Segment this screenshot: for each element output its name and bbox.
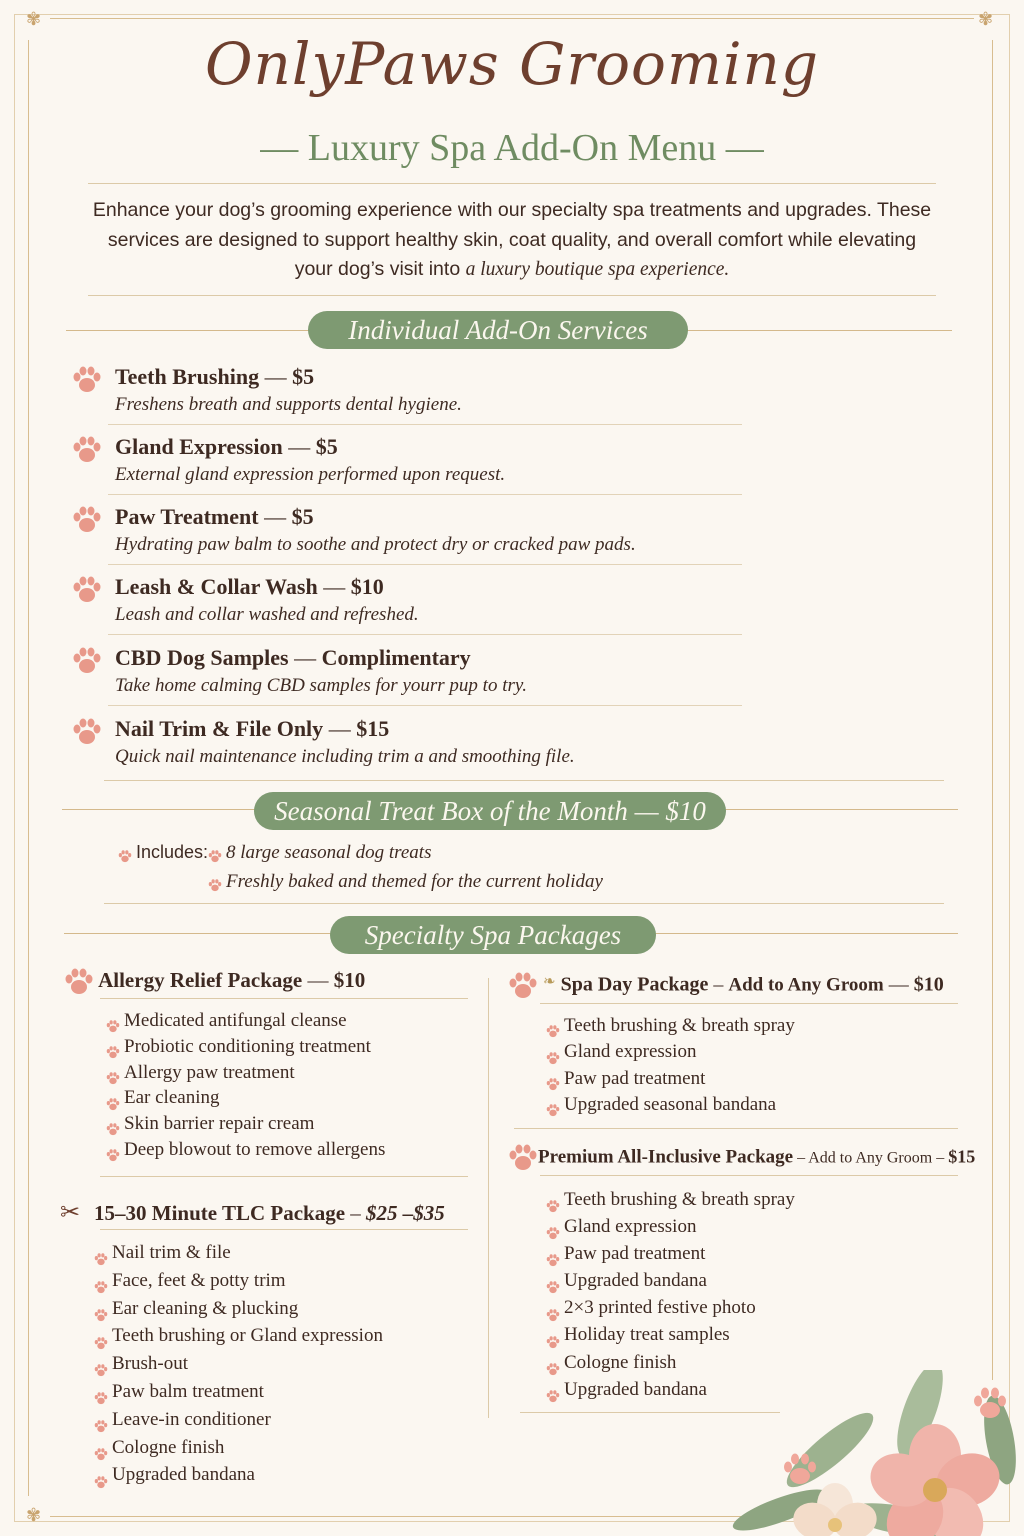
- spa-day-package-items: [546, 1013, 795, 1119]
- service-description: Quick nail maintenance including trim a and smoothing file.: [115, 746, 575, 767]
- spa-day-package-price: $10: [913, 973, 944, 996]
- page-title: OnlyPaws Grooming: [205, 30, 819, 98]
- package-item-text: Gland expression: [564, 1041, 697, 1063]
- package-item: [546, 1066, 795, 1092]
- subtitle-text: Luxury Spa Add-On Menu: [307, 127, 717, 169]
- package-item-text: Teeth brushing & breath spray: [564, 1189, 795, 1210]
- package-item-text: Brush-out: [112, 1353, 188, 1375]
- package-item: [546, 1013, 795, 1039]
- package-item-text: Medicated antifungal cleanse: [124, 1010, 347, 1031]
- paw-icon: [208, 876, 222, 889]
- paw-icon: [94, 1470, 108, 1483]
- frame-top-line: [50, 18, 974, 19]
- service-description: External gland expression performed upon request.: [115, 464, 506, 485]
- service-price: $5: [291, 504, 314, 529]
- package-item: [546, 1186, 795, 1213]
- banner-line-left: [62, 809, 258, 810]
- paw-icon: [72, 718, 102, 746]
- spa-day-package-bottom-rule: [514, 1128, 958, 1129]
- premium-package-heading: [508, 1144, 975, 1172]
- banner-line-right: [722, 809, 958, 810]
- service-rule: [108, 564, 742, 565]
- paw-icon: [106, 1118, 120, 1131]
- package-item: [546, 1294, 795, 1321]
- package-item: [546, 1213, 795, 1240]
- paw-icon: [106, 1041, 120, 1054]
- paw-icon: [64, 968, 94, 996]
- intro-paragraph: [90, 196, 934, 285]
- service-price: $5: [315, 434, 338, 459]
- floral-decoration: [700, 1370, 1024, 1536]
- packages-column-divider: [488, 978, 489, 1418]
- package-item-text: Ear cleaning: [124, 1087, 220, 1109]
- service-description: Hydrating paw balm to soothe and protect dry or cracked paw pads.: [115, 534, 636, 555]
- service-rule: [108, 424, 742, 425]
- paw-icon: [546, 1020, 560, 1033]
- header-rule: [88, 183, 936, 184]
- tlc-package-name: 15–30 Minute TLC Package: [94, 1201, 346, 1225]
- treat-box-heading: Seasonal Treat Box of the Month — $10: [254, 792, 726, 830]
- service-name: Leash & Collar Wash: [115, 574, 318, 599]
- service-name: Teeth Brushing: [115, 364, 260, 389]
- paw-icon: [508, 972, 538, 1000]
- premium-package-price: $15: [948, 1146, 976, 1167]
- allergy-package-sep: —: [302, 968, 334, 992]
- service-description: Freshens breath and supports dental hygiene.: [115, 394, 462, 415]
- package-item-text: Holiday treat samples: [564, 1324, 730, 1346]
- intro-italic-text: a luxury boutique spa experience.: [465, 259, 730, 280]
- package-item: [94, 1461, 383, 1489]
- package-item-text: Upgraded seasonal bandana: [564, 1094, 777, 1116]
- package-item-text: Leave-in conditioner: [112, 1408, 271, 1430]
- treat-box-item-text: Freshly baked and themed for the current holiday: [226, 871, 603, 892]
- allergy-package-items: [106, 1008, 385, 1163]
- package-item-text: Paw balm treatment: [112, 1380, 264, 1402]
- service-separator: —: [288, 645, 322, 670]
- package-item-text: Cologne finish: [564, 1351, 677, 1373]
- package-item: [106, 1137, 385, 1163]
- service-separator: —: [282, 434, 316, 459]
- service-rule: [108, 705, 742, 706]
- service-name: CBD Dog Samples: [115, 645, 289, 670]
- intro-text: Enhance your dog’s grooming experience with our specialty spa treatments and upgrades. These services are designed to support healthy skin, coat quality, and overall comfort while elevating your dog’s visit into: [92, 199, 932, 280]
- package-item: [94, 1322, 383, 1350]
- service-name-row: [115, 645, 471, 671]
- scissors-icon: ✂: [60, 1200, 81, 1226]
- package-item: [94, 1267, 383, 1295]
- individual-section-heading: Individual Add-On Services: [308, 311, 688, 349]
- package-item: [546, 1092, 795, 1118]
- service-separator: —: [323, 716, 357, 741]
- package-item: [94, 1239, 383, 1267]
- package-item-text: Skin barrier repair cream: [124, 1113, 315, 1135]
- corner-flourish-icon: ✾: [26, 1505, 42, 1525]
- package-item-text: Teeth brushing or Gland expression: [112, 1325, 383, 1347]
- allergy-package-price: $10: [333, 968, 366, 992]
- specialty-section-heading: Specialty Spa Packages: [330, 916, 656, 954]
- treat-box-includes-row: [118, 842, 208, 864]
- premium-package-sep: –: [793, 1149, 809, 1167]
- package-item: [94, 1295, 383, 1323]
- package-item-text: 2×3 printed festive photo: [564, 1297, 756, 1319]
- service-name-row: [115, 364, 314, 390]
- paw-icon: [546, 1330, 560, 1343]
- paw-icon: [94, 1414, 108, 1427]
- treat-box-item-text: 8 large seasonal dog treats: [226, 842, 432, 863]
- package-item-text: Upgraded bandana: [112, 1464, 255, 1486]
- package-item-text: Probiotic conditioning treatment: [124, 1035, 371, 1057]
- premium-package-sep2: –: [932, 1149, 949, 1167]
- package-item-text: Teeth brushing & breath spray: [564, 1015, 795, 1036]
- allergy-package-heading: [64, 968, 365, 996]
- services-bottom-rule: [104, 780, 944, 781]
- spa-day-package-heading: [508, 972, 944, 1000]
- paw-icon: [546, 1248, 560, 1261]
- package-item: [106, 1060, 385, 1086]
- subtitle-dash-right: —: [716, 127, 764, 169]
- banner-line-right: [684, 330, 952, 331]
- service-price: Complimentary: [321, 645, 471, 670]
- package-item-text: Deep blowout to remove allergens: [124, 1138, 386, 1160]
- paw-icon: [106, 1144, 120, 1157]
- paw-icon: [546, 1357, 560, 1370]
- service-name: Gland Expression: [115, 434, 283, 459]
- package-item-text: Gland expression: [564, 1216, 697, 1238]
- package-item-text: Upgraded bandana: [564, 1378, 707, 1400]
- spa-day-package-sep2: —: [883, 973, 914, 996]
- paw-icon: [546, 1073, 560, 1086]
- package-item: [106, 1085, 385, 1111]
- paw-icon: [508, 1144, 538, 1172]
- package-item: [106, 1034, 385, 1060]
- service-name-row: [115, 434, 338, 460]
- tlc-package-sep: –: [345, 1201, 367, 1225]
- premium-package-name: Premium All-Inclusive Package: [538, 1146, 794, 1168]
- paw-icon: [94, 1358, 108, 1371]
- service-name-row: [115, 716, 389, 742]
- spa-day-package-suffix: Add to Any Groom: [728, 974, 884, 996]
- service-rule: [108, 634, 742, 635]
- treat-box-includes-label: Includes:: [136, 842, 209, 862]
- service-rule: [108, 494, 742, 495]
- subtitle-dash-left: —: [260, 127, 308, 169]
- allergy-package-rule: [100, 998, 468, 999]
- package-item-text: Paw pad treatment: [564, 1067, 706, 1089]
- spa-day-package-name: Spa Day Package: [560, 973, 709, 996]
- banner-line-left: [64, 933, 334, 934]
- paw-icon: [94, 1275, 108, 1288]
- service-separator: —: [317, 574, 351, 599]
- intro-rule: [88, 295, 936, 296]
- service-description: Leash and collar washed and refreshed.: [115, 604, 419, 625]
- tlc-package-items: [94, 1239, 383, 1489]
- package-item: [546, 1039, 795, 1065]
- spa-day-package-sep: –: [708, 973, 729, 996]
- paw-icon: [546, 1047, 560, 1060]
- package-item-text: Upgraded bandana: [564, 1270, 707, 1292]
- service-name-row: [115, 574, 384, 600]
- tlc-package-heading: [60, 1198, 445, 1227]
- page-subtitle: [0, 126, 1024, 170]
- allergy-package-bottom-rule: [100, 1176, 468, 1177]
- banner-line-right: [652, 933, 958, 934]
- premium-package-rule: [540, 1175, 958, 1176]
- treat-box-item: [208, 842, 431, 864]
- paw-icon: [72, 506, 102, 534]
- paw-icon: [72, 647, 102, 675]
- service-price: $15: [356, 716, 390, 741]
- package-item: [546, 1240, 795, 1267]
- package-item-text: Cologne finish: [112, 1436, 225, 1458]
- frame-right-line: [992, 40, 993, 1380]
- frame-left-line: [28, 40, 29, 1496]
- paw-icon: [118, 847, 132, 860]
- package-item: [94, 1434, 383, 1462]
- paw-icon: [546, 1221, 560, 1234]
- paw-icon: [546, 1384, 560, 1397]
- package-item-text: Paw pad treatment: [564, 1243, 706, 1265]
- package-item-text: Face, feet & potty trim: [112, 1269, 286, 1291]
- tlc-package-price: $25 –$35: [366, 1201, 445, 1225]
- allergy-package-name: Allergy Relief Package: [98, 968, 303, 992]
- paw-icon: [72, 576, 102, 604]
- package-item: [546, 1267, 795, 1294]
- package-item: [546, 1321, 795, 1348]
- spa-day-package-rule: [540, 1003, 958, 1004]
- banner-line-left: [66, 330, 312, 331]
- paw-icon: [546, 1099, 560, 1112]
- treat-box-rule: [104, 903, 944, 904]
- package-item-text: Nail trim & file: [112, 1242, 231, 1263]
- paw-icon: [546, 1194, 560, 1207]
- package-item-text: Ear cleaning & plucking: [112, 1297, 299, 1319]
- tlc-package-rule: [100, 1229, 468, 1230]
- package-item: [106, 1111, 385, 1137]
- service-description: Take home calming CBD samples for yourr pup to try.: [115, 675, 528, 696]
- service-name: Paw Treatment: [115, 504, 259, 529]
- paw-icon: [72, 436, 102, 464]
- paw-icon: [94, 1386, 108, 1399]
- package-item: [106, 1008, 385, 1034]
- paw-icon: [208, 847, 222, 860]
- leaf-icon: ❧: [543, 974, 556, 990]
- paw-icon: [94, 1303, 108, 1316]
- premium-package-suffix: Add to Any Groom: [808, 1149, 933, 1167]
- corner-flourish-icon: ✾: [978, 9, 994, 29]
- service-name-row: [115, 504, 314, 530]
- paw-icon: [72, 366, 102, 394]
- package-item: [94, 1350, 383, 1378]
- paw-icon: [546, 1275, 560, 1288]
- service-price: $10: [350, 574, 384, 599]
- paw-icon: [106, 1015, 120, 1028]
- paw-icon: [106, 1067, 120, 1080]
- paw-icon: [94, 1442, 108, 1455]
- service-name: Nail Trim & File Only: [115, 716, 324, 741]
- package-item-text: Allergy paw treatment: [124, 1061, 295, 1083]
- package-item: [94, 1378, 383, 1406]
- service-separator: —: [259, 364, 293, 389]
- paw-icon: [546, 1303, 560, 1316]
- treat-box-item: [208, 871, 603, 893]
- paw-icon: [94, 1247, 108, 1260]
- service-price: $5: [292, 364, 315, 389]
- corner-flourish-icon: ✾: [26, 9, 42, 29]
- paw-icon: [94, 1331, 108, 1344]
- package-item: [94, 1406, 383, 1434]
- paw-icon: [106, 1093, 120, 1106]
- service-separator: —: [258, 504, 292, 529]
